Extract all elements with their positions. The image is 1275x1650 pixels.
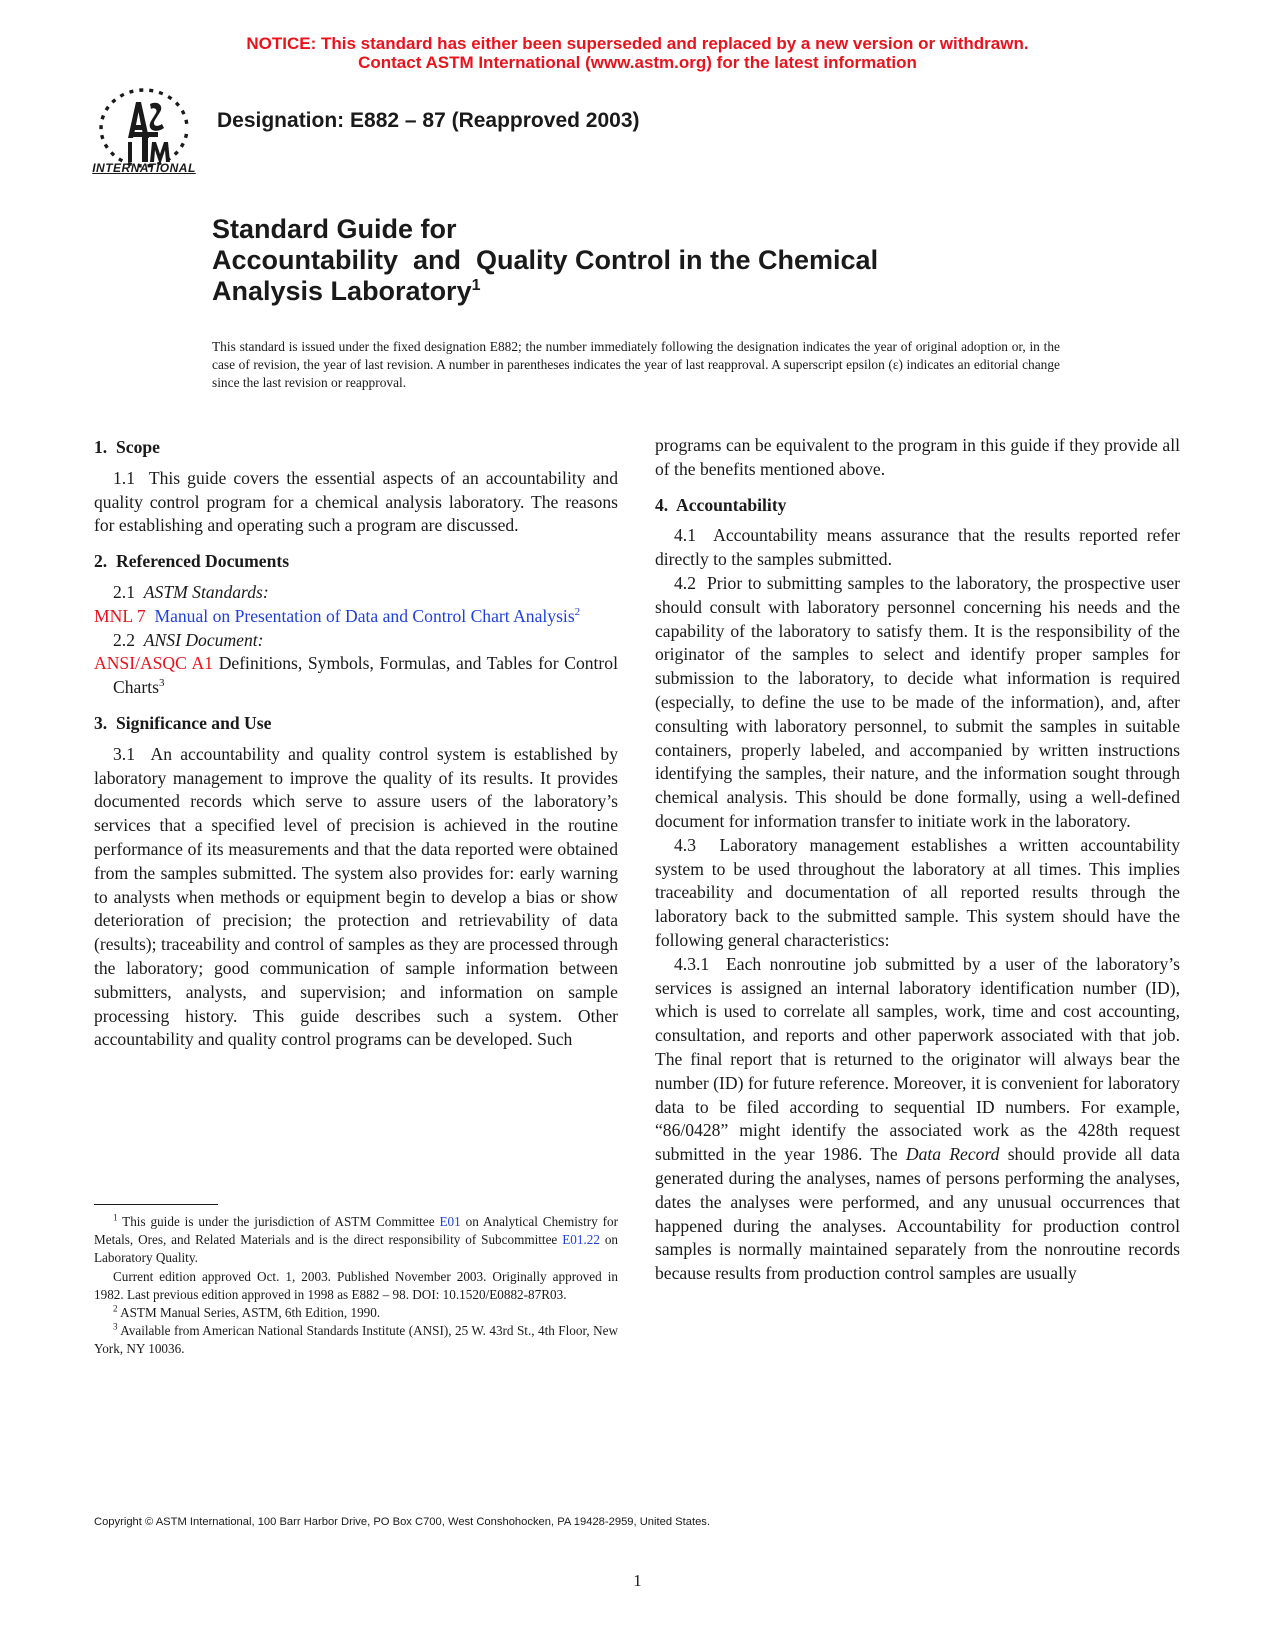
paragraph-3-1: 3.1 An accountability and quality control system is established by laboratory management to improve the quality of its results. It provides documented records which serve to assure users of the laboratory’s services that a specified level of precision is achieved in the routine performance of its measurements and that the data reported were obtained from the samples submitted. The system also provides for: early warning to analysts when methods or equipment begin to develop a bias or show deterioration of precision; the protection and retrievability of data (results); traceability and control of samples as they are processed through the laboratory; good communication of sample information between submitters, analysts, and supervision; and information on sample processing history. This guide describes such a system. Other accountability and quality control programs can be developed. Such [94,743,623,1050]
astm-standards-label: ASTM Standards: [143,581,269,602]
left-column [94,436,623,1052]
footnote-2-text: ASTM Manual Series, ASTM, 6th Edition, 1990. [117,1305,381,1321]
section-heading-scope: 1. Scope [94,437,160,457]
paragraph-2-2 [94,629,618,653]
committee-e01-link[interactable]: E01 [439,1214,461,1229]
data-record-term: Data Record [905,1144,1000,1165]
ansi-footnote-ref: 3 [158,677,165,690]
page-title [212,214,1032,307]
reference-ansi [94,652,623,700]
section-heading-accountability: 4. Accountability [655,494,787,515]
title-line-3 [212,276,1032,307]
section-heading-referenced-documents: 2. Referenced Documents [94,551,290,572]
subcommittee-e01-22-link[interactable]: E01.22 [562,1232,600,1248]
mnl7-footnote-ref: 2 [574,605,581,618]
paragraph-4-3-1-text-b: should provide all data generated during the analyses, names of persons performing the analyses, dates the analyses were performed, and any unusual occurrences that happened during the analyses. Accountability for production control samples is normally maintained separately from the nonroutine records because results from production control samples are usually [655,1144,1185,1284]
section-heading-significance: 3. Significance and Use [94,712,272,733]
footnote-1 [94,1213,618,1268]
footnote-1-text-a: This guide is under the jurisdiction of ASTM Committee [117,1214,440,1229]
footnote-1-marker: 1 [113,1212,118,1223]
paragraph-3-1-continued: programs can be equivalent to the program in this guide if they provide all of the benefits mentioned above. [655,435,1180,479]
notice-line-2: Contact ASTM International (www.astm.org) for the latest information [358,53,917,72]
paragraph-2-1 [94,581,618,605]
issuance-statement: This standard is issued under the fixed designation E882; the number immediately following the designation indicates the year of original adoption or, in the case of revision, the year of last revision. A number in parentheses indicates the year of last reapproval. A superscript epsilon (ε) indicates an editorial change since the last revision or reapproval. [212,339,1060,390]
paragraph-1-1: 1.1 This guide covers the essential aspects of an accountability and quality control program for a chemical analysis laboratory. The reasons for establishing and operating such a program are discussed. [94,467,623,536]
footnote-1-edition: Current edition approved Oct. 1, 2003. Published November 2003. Originally approved in 1982. Last previous edition approved in 1998 as E882 – 98. DOI: 10.1520/E0882-87R03. [94,1268,618,1302]
title-footnote-ref: 1 [471,277,481,294]
paragraph-2-1-number: 2.1 [113,581,144,602]
designation: Designation: E882 – 87 (Reapproved 2003) [217,109,640,132]
paragraph-4-2: 4.2 Prior to submitting samples to the laboratory, the prospective user should consult with laboratory personnel concerning his needs and the capability of the laboratory to satisfy them. It is the responsibility of the originator of the samples to select and identify proper samples for submission to the laboratory, to decide what information is required (especially, to define the use to be made of the information), and, after consulting with laboratory personnel, to submit the samples in suitable containers, properly labeled, and accompanied by written instructions identifying the samples, their nature, and the information sought through chemical analysis. This should be done formally, using a well-defined document for information transfer to initiate work in the laboratory. [655,572,1185,831]
right-column [655,434,1185,1286]
title-line-1: Standard Guide for [212,214,457,244]
title-line-2: Accountability and Quality Control in the Chemical [212,245,879,275]
mnl7-title-link[interactable]: Manual on Presentation of Data and Control Chart Analysis [145,605,575,626]
paragraph-2-2-number: 2.2 [113,629,144,650]
footnote-3-text: Available from American National Standards Institute (ANSI), 25 W. 43rd St., 4th Floor, New York, NY 10036. [94,1323,618,1357]
paragraph-4-3-1-text-a: 4.3.1 Each nonroutine job submitted by a user of the laboratory’s services is assigned an internal laboratory identification number (ID), which is used to correlate all samples, work, time and cost accounting, consultation, and reports and other paperwork associated with that job. The final report that is returned to the originator will always bear the number (ID) for future reference. Moreover, it is convenient for laboratory data to be filed according to sequential ID numbers. For example, “86/0428” might identify the associated work as the 428th request submitted in the year 1986. The [655,953,1185,1165]
title-line-3-text: Analysis Laboratory [212,276,472,306]
footnote-1-text-c: on Laboratory Quality. [94,1232,619,1266]
paragraph-4-3-1 [655,953,1185,1286]
supersede-notice [0,34,1275,72]
logo-international-text: INTERNATIONAL [92,161,196,175]
astm-logo [92,88,196,184]
ansi-document-label: ANSI Document: [143,629,264,650]
ansi-title: Definitions, Symbols, Formulas, and Tables for Control Charts [113,653,623,698]
mnl7-link[interactable]: MNL 7 [94,605,146,626]
footnotes [94,1213,618,1359]
page-number: 1 [633,1571,642,1590]
reference-mnl7 [94,605,618,629]
footnote-rule [94,1204,218,1205]
notice-line-1: NOTICE: This standard has either been superseded and replaced by a new version or withdrawn. [246,34,1029,53]
footnote-2-marker: 2 [113,1303,118,1314]
footnote-3 [94,1322,618,1358]
paragraph-4-1: 4.1 Accountability means assurance that the results reported refer directly to the samples submitted. [655,525,1185,570]
ansi-link[interactable]: ANSI/ASQC A1 [94,653,214,674]
paragraph-4-3: 4.3 Laboratory management establishes a written accountability system to be used throughout the laboratory at all times. This implies traceability and documentation of all reported results through the laboratory back to the submitted sample. This system should have the following general characteristics: [655,834,1185,950]
footnote-2 [94,1304,618,1322]
footnote-1-text-b: on Analytical Chemistry for Metals, Ores, and Related Materials and is the direct responsibility of Subcommittee [94,1214,618,1248]
copyright-line: Copyright © ASTM International, 100 Barr Harbor Drive, PO Box C700, West Conshohocken, PA 19428-2959, United States. [94,1516,710,1528]
footnote-3-marker: 3 [113,1321,118,1332]
